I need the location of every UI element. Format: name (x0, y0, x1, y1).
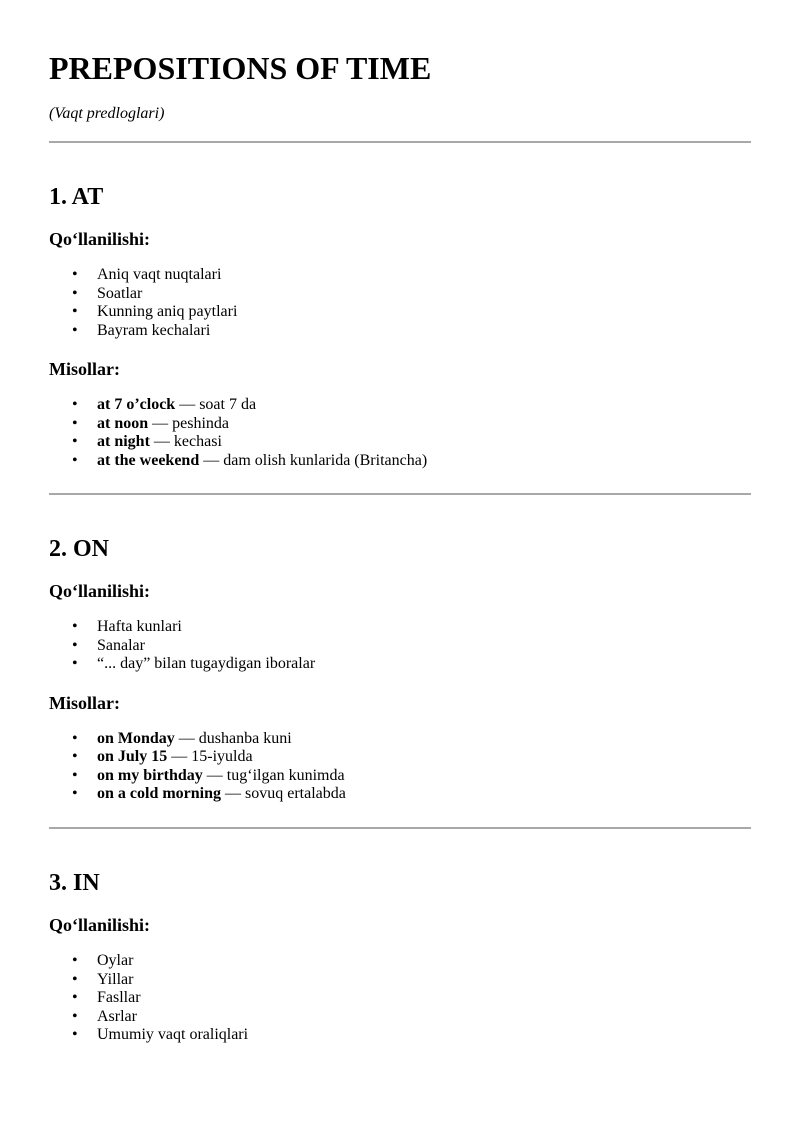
example-translation: — dushanba kuni (174, 729, 292, 747)
example-term: at the weekend (97, 451, 200, 469)
bullet-icon: • (72, 1007, 78, 1025)
example-translation: — dam olish kunlarida (Britancha) (199, 451, 428, 469)
example-translation: — kechasi (149, 433, 222, 450)
section-heading: 2. ON (49, 536, 109, 562)
bullet-icon: • (72, 636, 78, 654)
list-item (49, 415, 751, 434)
section-divider (49, 141, 751, 143)
bullet-icon: • (72, 414, 78, 432)
example-translation: — 15-iyulda (167, 748, 253, 765)
section-divider (49, 493, 751, 495)
bullet-icon: • (72, 1026, 78, 1043)
section-divider (49, 827, 751, 829)
list-item (49, 433, 751, 452)
page-subtitle: (Vaqt predloglari) (49, 105, 165, 122)
example-translation: — sovuq ertalabda (221, 785, 346, 802)
bullet-icon: • (72, 321, 78, 339)
list-item (49, 452, 751, 471)
example-term: at night (97, 433, 150, 450)
example-term: at 7 o’clock (97, 396, 176, 413)
list-item: • Kunning aniq paytlari (72, 303, 238, 320)
list-item (49, 748, 751, 767)
list-item (49, 396, 751, 415)
example-term: on Monday (97, 729, 175, 747)
usage-heading: Qo‘llanilishi: (49, 229, 151, 249)
bullet-icon: • (72, 766, 78, 784)
example-term: on my birthday (97, 766, 203, 784)
bullet-icon: • (72, 266, 78, 283)
list-item: • Sanalar (72, 636, 145, 654)
bullet-icon: • (72, 655, 78, 672)
example-translation: — peshinda (148, 414, 229, 432)
page-title: PREPOSITIONS OF TIME (49, 50, 432, 86)
bullet-icon: • (72, 748, 78, 765)
list-item: • Bayram kechalari (72, 321, 211, 339)
section-heading: 3. IN (49, 870, 100, 896)
list-item (49, 730, 751, 749)
bullet-icon: • (72, 451, 78, 469)
bullet-icon: • (72, 618, 78, 635)
example-term: at noon (97, 414, 149, 432)
bullet-icon: • (72, 284, 78, 302)
bullet-icon: • (72, 785, 78, 802)
list-item (49, 767, 751, 786)
usage-list (49, 266, 751, 340)
section-at (49, 183, 751, 470)
usage-heading: Qo‘llanilishi: (49, 581, 151, 601)
example-term: on July 15 (97, 748, 168, 765)
bullet-icon: • (72, 729, 78, 747)
list-item: • Umumiy vaqt oraliqlari (72, 1026, 249, 1043)
example-translation: — tug‘ilgan kunimda (202, 766, 345, 784)
bullet-icon: • (72, 396, 78, 413)
usage-list (49, 952, 751, 1045)
bullet-icon: • (72, 970, 78, 988)
list-item: • Fasllar (72, 989, 141, 1006)
list-item: • Hafta kunlari (72, 618, 182, 635)
example-translation: — soat 7 da (175, 396, 257, 413)
list-item: • Soatlar (72, 284, 143, 302)
list-item (49, 785, 751, 804)
examples-heading: Misollar: (49, 692, 120, 713)
examples-heading: Misollar: (49, 359, 120, 379)
bullet-icon: • (72, 433, 78, 450)
usage-list (49, 618, 751, 674)
bullet-icon: • (72, 303, 78, 320)
examples-list (49, 396, 751, 470)
examples-list (49, 730, 751, 804)
example-term: on a cold morning (97, 785, 222, 802)
list-item: • “... day” bilan tugaydigan iboralar (72, 655, 316, 672)
usage-heading: Qo‘llanilishi: (49, 915, 151, 935)
list-item: • Aniq vaqt nuqtalari (72, 266, 222, 283)
section-on (49, 535, 751, 804)
list-item: • Oylar (72, 952, 134, 969)
list-item: • Asrlar (72, 1007, 137, 1025)
section-in (49, 869, 751, 1045)
section-heading: 1. AT (49, 184, 104, 210)
bullet-icon: • (72, 989, 78, 1006)
bullet-icon: • (72, 952, 78, 969)
list-item: • Yillar (72, 970, 134, 988)
